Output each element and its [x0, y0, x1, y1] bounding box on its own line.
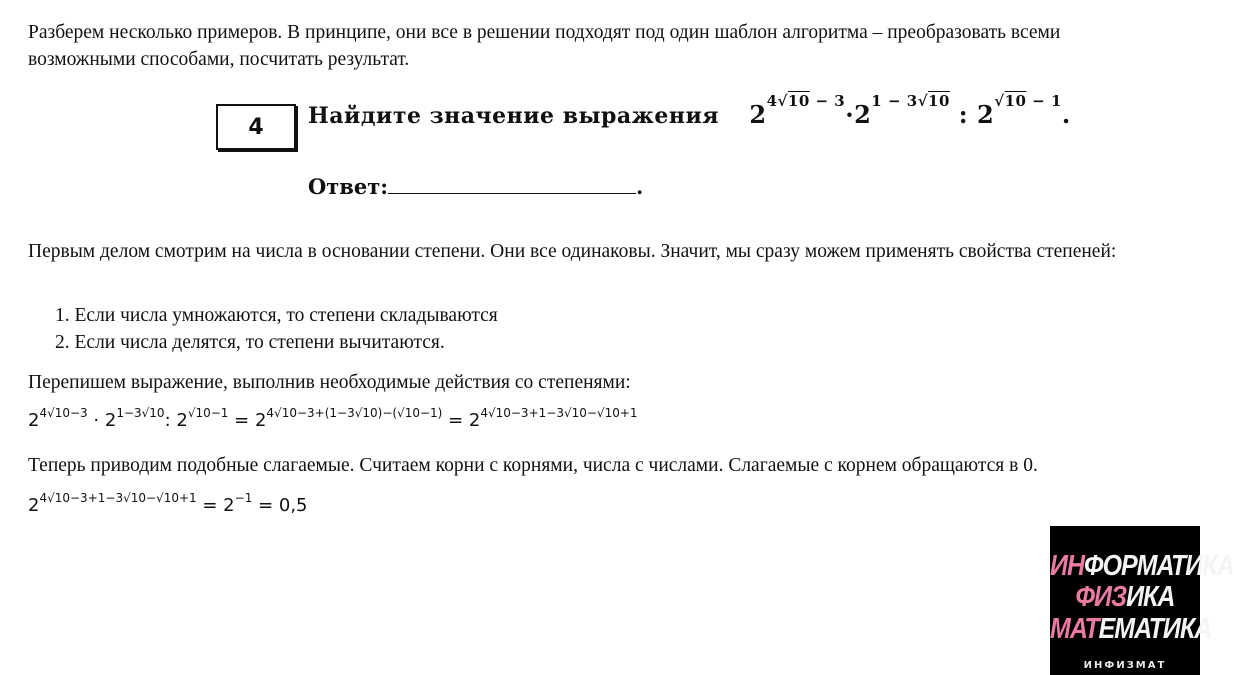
logo-line-matematika: МАТЕМАТИКА — [1050, 612, 1212, 646]
logo-line-informatika: ИНФОРМАТИКА — [1050, 549, 1234, 583]
equation-1: $2^{4√10-3} \cdot 2^{1-3√10}$: $2^{√10-1} = 2^{4√10-3+(1-3√10)-(√10-1)} = 2^{4√10-3+1-3√10-√10+1}$ — [28, 406, 638, 431]
answer-field: Ответ: . — [308, 174, 644, 199]
answer-blank — [388, 175, 636, 194]
infizmat-logo — [1050, 526, 1234, 675]
list-item: 1. Если числа умножаются, то степени складываются — [55, 305, 498, 326]
explanation-paragraph: Первым делом смотрим на числа в основании степени. Они все одинаковы. Значит, мы сразу можем применять свойства степеней: — [28, 241, 1117, 262]
rules-list — [55, 302, 498, 356]
task-prompt: Найдите значение выражения — [308, 103, 720, 129]
task-image — [0, 0, 1200, 230]
task-number-box — [216, 104, 296, 150]
intro-paragraph: Разберем несколько примеров. В принципе, они все в решении подходят под один шаблон алгоритма – преобразовать всеми возможными способами, посчитать результат. — [28, 22, 1061, 70]
task-expression: $2^{4√10 - 3}\cdot 2^{1 - 3√10}$ : $2^{√10 - 1}$. — [749, 92, 1071, 129]
task-number: 4 — [248, 114, 264, 140]
list-item: 2. Если числа делятся, то степени вычитаются. — [55, 332, 445, 353]
simplify-paragraph: Теперь приводим подобные слагаемые. Считаем корни с корнями, числа с числами. Слагаемые с корнем обращаются в 0. — [28, 455, 1038, 476]
rewrite-paragraph: Перепишем выражение, выполнив необходимые действия со степенями: — [28, 372, 631, 393]
logo-line-fizika: ФИЗИКА — [1075, 580, 1175, 614]
equation-2: $2^{4√10-3+1-3√10-√10+1} = 2^{-1} = 0,5$ — [28, 491, 308, 516]
logo-footer: ИНФИЗМАТ — [1083, 660, 1167, 671]
answer-label: Ответ: — [308, 174, 389, 199]
task-statement — [308, 92, 1071, 129]
